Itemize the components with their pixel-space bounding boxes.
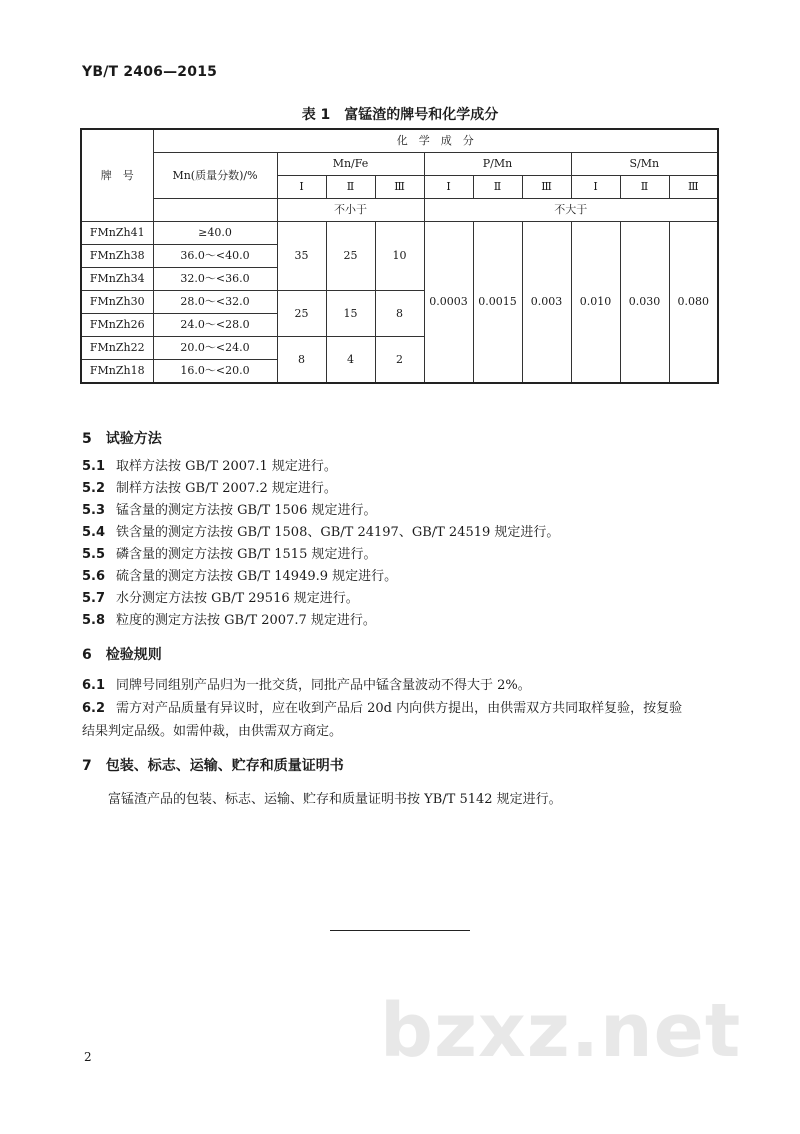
level-header: Ⅱ <box>473 176 522 199</box>
mn-range-cell: 32.0～<36.0 <box>153 268 277 291</box>
end-rule <box>330 930 470 931</box>
header-grade: 牌 号 <box>81 129 153 222</box>
clause-text: 磷含量的测定方法按 GB/T 1515 规定进行。 <box>116 547 377 562</box>
clause-text: 取样方法按 GB/T 2007.1 规定进行。 <box>116 459 337 474</box>
header-mn-mass-fraction: Mn(质量分数)/% <box>153 153 277 199</box>
level-header: Ⅲ <box>375 176 424 199</box>
clause-number: 6.1 <box>82 678 106 693</box>
level-header: Ⅰ <box>277 176 326 199</box>
clause-number: 5.8 <box>82 613 106 628</box>
smn-value: 0.080 <box>669 222 718 384</box>
mn-range-cell: 20.0～<24.0 <box>153 337 277 360</box>
pmn-value: 0.0015 <box>473 222 522 384</box>
level-header: Ⅲ <box>522 176 571 199</box>
mn-range-cell: 24.0～<28.0 <box>153 314 277 337</box>
mn-range-cell: ≥40.0 <box>153 222 277 245</box>
clause-6-2-continuation: 结果判定品级。如需仲裁，由供需双方商定。 <box>82 724 343 739</box>
clause-text: 同牌号同组别产品归为一批交货，同批产品中锰含量波动不得大于 2%。 <box>116 678 531 693</box>
grade-cell: FMnZh38 <box>81 245 153 268</box>
clause-5-6 <box>82 565 722 589</box>
level-header: Ⅰ <box>571 176 620 199</box>
mnfe-value: 4 <box>326 337 375 384</box>
smn-value: 0.030 <box>620 222 669 384</box>
clause-5-4 <box>82 521 722 545</box>
page-number: 2 <box>84 1050 92 1064</box>
mnfe-value: 35 <box>277 222 326 291</box>
not-more-than-label: 不大于 <box>424 199 718 222</box>
level-header: Ⅰ <box>424 176 473 199</box>
clause-6-1 <box>82 674 722 698</box>
clause-text: 锰含量的测定方法按 GB/T 1506 规定进行。 <box>116 503 377 518</box>
clause-number: 5.3 <box>82 503 106 518</box>
clause-text: 水分测定方法按 GB/T 29516 规定进行。 <box>116 591 359 606</box>
header-chemical-composition: 化 学 成 分 <box>153 129 718 153</box>
not-less-than-label: 不小于 <box>277 199 424 222</box>
document-code: YB/T 2406—2015 <box>82 64 218 80</box>
section-7-heading: 7 包装、标志、运输、贮存和质量证明书 <box>82 758 344 774</box>
section-5-heading: 5 试验方法 <box>82 431 162 447</box>
level-header: Ⅱ <box>326 176 375 199</box>
clause-number: 5.5 <box>82 547 106 562</box>
grade-chemistry-table <box>80 128 719 384</box>
grade-cell: FMnZh26 <box>81 314 153 337</box>
grade-cell: FMnZh30 <box>81 291 153 314</box>
clause-5-3 <box>82 499 722 523</box>
header-p-mn: P/Mn <box>424 153 571 176</box>
table-title: 表 1 富锰渣的牌号和化学成分 <box>301 107 499 123</box>
clause-5-1 <box>82 455 722 479</box>
mnfe-value: 25 <box>277 291 326 337</box>
grade-cell: FMnZh18 <box>81 360 153 384</box>
header-s-mn: S/Mn <box>571 153 718 176</box>
mnfe-value: 15 <box>326 291 375 337</box>
clause-number: 6.2 <box>82 701 106 716</box>
clause-number: 5.1 <box>82 459 106 474</box>
clause-number: 5.6 <box>82 569 106 584</box>
mn-range-cell: 28.0～<32.0 <box>153 291 277 314</box>
mnfe-value: 10 <box>375 222 424 291</box>
grade-cell: FMnZh22 <box>81 337 153 360</box>
clause-text: 硫含量的测定方法按 GB/T 14949.9 规定进行。 <box>116 569 398 584</box>
mn-range-cell: 16.0～<20.0 <box>153 360 277 384</box>
clause-5-7 <box>82 587 722 611</box>
mn-range-cell: 36.0～<40.0 <box>153 245 277 268</box>
pmn-value: 0.0003 <box>424 222 473 384</box>
watermark: bzxz.net <box>380 988 742 1074</box>
grade-cell: FMnZh34 <box>81 268 153 291</box>
clause-5-8 <box>82 609 722 633</box>
clause-text: 铁含量的测定方法按 GB/T 1508、GB/T 24197、GB/T 24519 规定进行。 <box>116 525 560 540</box>
clause-text: 粒度的测定方法按 GB/T 2007.7 规定进行。 <box>116 613 376 628</box>
section-6-heading: 6 检验规则 <box>82 647 162 663</box>
clause-5-5 <box>82 543 722 567</box>
mnfe-value: 25 <box>326 222 375 291</box>
clause-number: 5.2 <box>82 481 106 496</box>
smn-value: 0.010 <box>571 222 620 384</box>
header-mn-fe: Mn/Fe <box>277 153 424 176</box>
clause-number: 5.4 <box>82 525 106 540</box>
pmn-value: 0.003 <box>522 222 571 384</box>
clause-number: 5.7 <box>82 591 106 606</box>
level-header: Ⅲ <box>669 176 718 199</box>
clause-5-2 <box>82 477 722 501</box>
empty-cell <box>153 199 277 222</box>
clause-text: 需方对产品质量有异议时，应在收到产品后 20d 内向供方提出，由供需双方共同取样复验，按复验 <box>116 701 683 716</box>
section-7-text: 富锰渣产品的包装、标志、运输、贮存和质量证明书按 YB/T 5142 规定进行。 <box>108 792 562 807</box>
mnfe-value: 8 <box>375 291 424 337</box>
grade-cell: FMnZh41 <box>81 222 153 245</box>
clause-6-2 <box>82 697 722 721</box>
mnfe-value: 8 <box>277 337 326 384</box>
level-header: Ⅱ <box>620 176 669 199</box>
clause-text: 制样方法按 GB/T 2007.2 规定进行。 <box>116 481 337 496</box>
mnfe-value: 2 <box>375 337 424 384</box>
